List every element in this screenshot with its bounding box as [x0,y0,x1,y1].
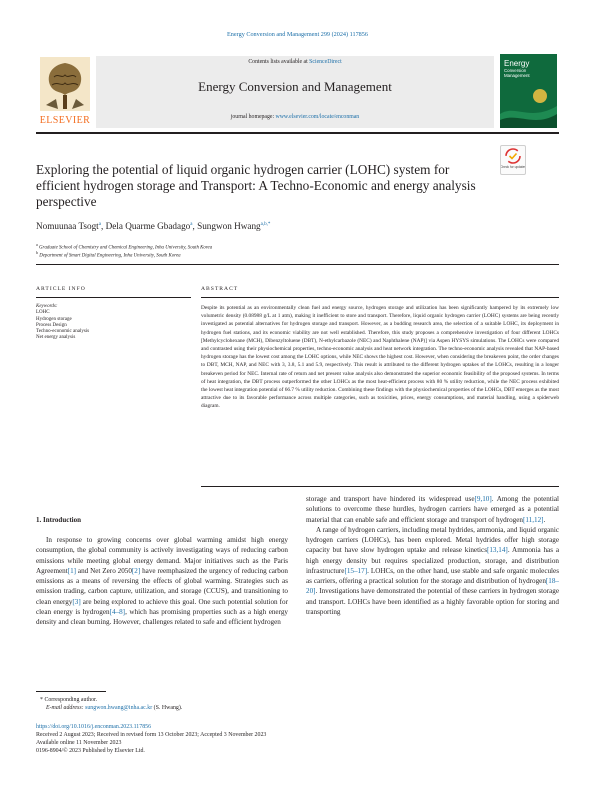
intro-paragraph: A range of hydrogen carriers, including metal hydrides, ammonia, and liquid organic hydrogen carriers (LOHCs), has been explored. Metal hydrides offer high storage capacity but have slow hydrogen uptake and release kinetics[13,14]. Ammonia has a high energy density but requires specialized production, storage, and distribution infrastructure[15–17]. LOHCs, on the other hand, use stable and safe organic molecules as carriers, offering a practical solution for the storage and distribution of hydrogen[18–20]. Investigations have demonstrated the potential of these carriers in hydrogen storage and transport. LOHCs have been identified as a highly favorable option for storing and transporting [306,525,559,616]
affiliation-mark: b [36,250,38,255]
check-for-updates-icon [501,146,525,174]
asterisk-mark: * [40,697,43,703]
check-for-updates-badge[interactable] [500,145,526,175]
homepage-prefix: journal homepage: [230,114,276,120]
cover-title: Energy [504,59,530,68]
affiliation-mark: a [36,242,38,247]
keyword-item: Net energy analysis [36,335,76,341]
citation-link[interactable]: [18–20] [306,577,559,596]
affiliation-b [36,250,181,259]
elsevier-tree-logo [36,55,94,121]
keyword-item: Process Design [36,322,67,328]
available-online: Available online 11 November 2023 [36,740,122,746]
introduction-heading: 1. Introduction [36,516,81,524]
author-name[interactable]: Dela Quarme Gbadago [105,221,191,231]
article-info-heading: ARTICLE INFO [36,286,86,292]
footnote-rule [36,691,106,692]
cover-art-graphic [500,84,557,128]
email-link[interactable]: sungwon.hwang@inha.ac.kr [85,705,153,711]
author-affiliation-mark[interactable]: a,b,* [260,221,271,227]
keywords-label: Keywords: [36,304,58,309]
author-affiliation-mark[interactable]: a [190,221,193,227]
citation-link[interactable]: [13,14] [486,546,508,555]
abstract-rule [201,297,559,298]
author-list: Nomuunaa Tsogt$^a$, Dela Quarme Gbadago$^a$, Sungwon Hwang$^{a,b,*}$ [36,221,271,231]
homepage-link[interactable]: www.elsevier.com/locate/enconman [275,114,360,120]
intro-right-column [306,494,559,617]
citation-link[interactable]: [3] [72,597,81,606]
journal-title: Energy Conversion and Management [198,79,392,94]
affiliation-rule [36,264,559,265]
cover-subtitle [504,69,530,79]
affiliation-text: Department of Smart Digital Engineering, Inha University, South Korea [39,253,181,259]
intro-paragraph: In response to growing concerns over global warming amidst high energy consumption, the global community is actively investigating ways of reducing carbon emissions while meeting global energy demand. Major initiatives such as the Paris Agreement[1] and Net Zero 2050[2] have reemphasized the urgency of reducing carbon emissions as a means of reversing the effects of global warming. Strategies such as emission trading, carbon capture, utilization, and storage (CCUS), and transitioning to clean energy[3] are being explored to achieve this goal. One such potential solution for clean energy is hydrogen[4–8], which has promising properties such as a high energy density and clean burning. However, challenges related to safe and efficient hydrogen [36,536,288,626]
journal-reference[interactable]: Energy Conversion and Management 299 (2024) 117856 [227,31,368,38]
article-title: Exploring the potential of liquid organic hydrogen carrier (LOHC) system for efficient hydrogen storage and Transport: A Techno-Economic and energy analysis perspective [36,162,476,209]
copyright-line: 0196-8904/© 2023 Published by Elsevier Ltd. [36,748,145,754]
keyword-item: Hydrogen storage [36,316,72,322]
header-rule [36,132,559,134]
cover-subtitle-line-1: Conversion [504,68,527,73]
intro-paragraph: storage and transport have hindered its widespread use[9,10]. Among the potential solutions to overcome these hurdles, hydrogen carriers have emerged as a potential material that can enable safe and efficient storage and transport of hydrogen[11,12]. [306,495,559,524]
author-affiliation-mark[interactable]: a [98,221,101,227]
citation-link[interactable]: [9,10] [474,495,492,503]
email-line: E-mail address: sungwon.hwang@inha.ac.kr (S. Hwang). [46,705,183,711]
corresponding-author-note: * Corresponding author. [40,697,98,703]
affiliation-text: Graduate School of Chemistry and Chemical Engineering, Inha University, South Korea [39,245,213,251]
keyword-item: LOHC [36,310,50,316]
journal-cover-thumbnail[interactable] [500,54,557,128]
citation-link[interactable]: [4–8] [109,607,126,616]
sciencedirect-link[interactable]: ScienceDirect [309,59,342,65]
citation-link[interactable]: [2] [131,566,141,575]
contents-line [96,59,494,65]
abstract-text: Despite its potential as an environmentally clean fuel and energy source, hydrogen storage and utilization has been significantly hampered by its extremely low volumetric density (0.08988 g/L at 1 atm), making it inefficient to store and transport. Therefore, liquid organic hydrogen carrier (LOHC) systems are being recently investigated as potential alternatives for hydrogen storage and transport. However, as a budding research area, the selection of a suitable LOHC, its deployment in hydrogen fuel stations, and its economic viability are not well established. Therefore, this study proposes a comprehensive investigation of four different LOHCs [Methylcyclohexane (MCH), Dibenzyltoluene (DBT), N-ethylcarbazole (NEC) and Naphthalene (NAP)] via Aspen HYSYS simulations. The LOHCs were compared and contrasted using their physiochemical properties, techno-economic analysis and heat network integration. The techno-economic analysis revealed that NAP-based hydrogen storage has the lowest cost among the LOHC options, while NEC shows the highest cost. However, when considering the breakeven point, the order changes to DBT, MCH, NAP, and NEC with 3, 3.8, 5.1 and 5.9, respectively. This result is attributed to the different hydrogen uptakes of the LOHCs, resulting in a longer breakeven period for NEC. Internal rate of return and net present value analysis also demonstrated the superior economic feasibility of the proposed systems. In terms of heat integration, the DBT process outperformed the other LOHCs as the most heat-efficient process with 80 % utility reduction, while the NEC process exhibited the lowest heat integration potential of 66.7 % utility reduction. Combining these findings with the physiochemical properties of the LOHCs, DBT emerges as the most attractive due to its favorable performance across multiple categories, such as toxicities, prices, energy consumptions, and material handling, using a spiderweb diagram. [201,305,559,410]
contents-prefix: Contents lists available at [248,59,310,65]
intro-left-column [36,535,288,627]
check-badge-label: Check for updates [501,165,525,169]
abstract-bottom-rule [201,486,559,487]
email-label: E-mail address: [46,705,86,711]
elsevier-wordmark: ELSEVIER [39,115,91,126]
cover-subtitle-line-2: Management [504,72,530,78]
received-dates: Received 2 August 2023; Received in revised form 13 October 2023; Accepted 3 November 2023 [36,732,267,738]
author-name[interactable]: Sungwon Hwang [197,221,261,231]
doi-link[interactable]: https://doi.org/10.1016/j.enconman.2023.117856 [36,724,152,730]
journal-homepage [96,114,494,120]
citation-link[interactable]: [1] [67,566,77,575]
citation-link[interactable]: [15–17] [344,566,368,575]
abstract-heading: ABSTRACT [201,286,239,292]
article-info-rule [36,297,191,298]
author-name[interactable]: Nomuunaa Tsogt [36,221,99,231]
keywords-block [36,304,186,342]
keyword-item: Techno-economic analysis [36,329,90,335]
citation-link[interactable]: [11,12] [522,515,544,524]
